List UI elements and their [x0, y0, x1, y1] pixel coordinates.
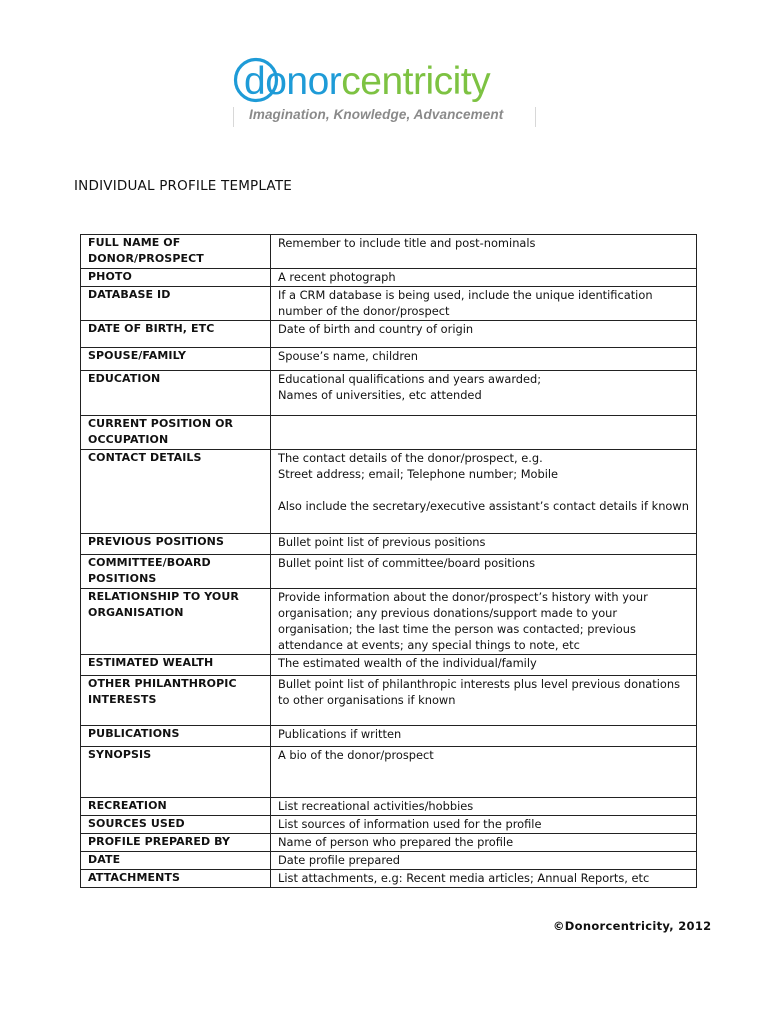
table-row-spouse-family [81, 348, 697, 371]
field-label: PHOTO [81, 269, 271, 287]
field-description: The estimated wealth of the individual/family [271, 655, 697, 676]
logo-wordmark [233, 56, 536, 106]
logo-wordmark-text [244, 60, 491, 103]
field-description: If a CRM database is being used, include the unique identification number of the donor/prospect [271, 287, 697, 321]
table-row-database-id [81, 287, 697, 321]
field-label: PROFILE PREPARED BY [81, 834, 271, 852]
table-row-other-philanthropic-interests [81, 676, 697, 726]
field-description: A recent photograph [271, 269, 697, 287]
field-label: ATTACHMENTS [81, 870, 271, 888]
field-description: Remember to include title and post-nominals [271, 235, 697, 269]
field-description: Name of person who prepared the profile [271, 834, 697, 852]
field-label: RELATIONSHIP TO YOUR ORGANISATION [81, 589, 271, 655]
field-label: COMMITTEE/BOARD POSITIONS [81, 555, 271, 589]
field-description: Provide information about the donor/prospect’s history with your organisation; any previous donations/support made to your organisation; the last time the person was contacted; previous attendance at events; any special things to note, etc [271, 589, 697, 655]
logo-tagline: Imagination, Knowledge, Advancement [249, 107, 504, 122]
table-row-publications [81, 726, 697, 747]
field-label: PUBLICATIONS [81, 726, 271, 747]
field-label: SYNOPSIS [81, 747, 271, 798]
field-label: SPOUSE/FAMILY [81, 348, 271, 371]
field-description [271, 416, 697, 450]
field-label: FULL NAME OF DONOR/PROSPECT [81, 235, 271, 269]
field-description: Bullet point list of previous positions [271, 534, 697, 555]
document-title: INDIVIDUAL PROFILE TEMPLATE [74, 178, 292, 194]
logo-divider-right [535, 107, 536, 127]
table-row-estimated-wealth [81, 655, 697, 676]
field-description: Publications if written [271, 726, 697, 747]
table-row-synopsis [81, 747, 697, 798]
field-description: Bullet point list of philanthropic interests plus level previous donations to other organisations if known [271, 676, 697, 726]
table-row-current-position-or-occupation [81, 416, 697, 450]
logo-brand-part1: donor [244, 60, 342, 103]
copyright-notice: ©Donorcentricity, 2012 [553, 919, 712, 933]
field-description: List attachments, e.g: Recent media articles; Annual Reports, etc [271, 870, 697, 888]
table-row-photo [81, 269, 697, 287]
table-row-contact-details [81, 450, 697, 534]
table-row-profile-prepared-by [81, 834, 697, 852]
profile-table-body [81, 235, 697, 888]
table-row-date [81, 852, 697, 870]
logo-brand-part2: centricity [341, 60, 491, 103]
donorcentricity-logo [233, 56, 536, 126]
field-label: DATE OF BIRTH, ETC [81, 321, 271, 348]
field-label: PREVIOUS POSITIONS [81, 534, 271, 555]
table-row-previous-positions [81, 534, 697, 555]
field-label: DATABASE ID [81, 287, 271, 321]
field-description: Date profile prepared [271, 852, 697, 870]
field-description: A bio of the donor/prospect [271, 747, 697, 798]
field-label: SOURCES USED [81, 816, 271, 834]
field-description: List sources of information used for the profile [271, 816, 697, 834]
profile-table [80, 234, 697, 888]
field-description: Spouse’s name, children [271, 348, 697, 371]
field-description: Educational qualifications and years awarded; Names of universities, etc attended [271, 371, 697, 416]
table-row-education [81, 371, 697, 416]
table-row-sources-used [81, 816, 697, 834]
table-row-recreation [81, 798, 697, 816]
field-label: EDUCATION [81, 371, 271, 416]
field-description: List recreational activities/hobbies [271, 798, 697, 816]
logo-divider-left [233, 107, 234, 127]
table-row-attachments [81, 870, 697, 888]
field-description: Date of birth and country of origin [271, 321, 697, 348]
field-description: Bullet point list of committee/board positions [271, 555, 697, 589]
field-label: DATE [81, 852, 271, 870]
field-label: RECREATION [81, 798, 271, 816]
field-label: OTHER PHILANTHROPIC INTERESTS [81, 676, 271, 726]
field-label: ESTIMATED WEALTH [81, 655, 271, 676]
table-row-relationship-to-your-organisation [81, 589, 697, 655]
field-label: CURRENT POSITION OR OCCUPATION [81, 416, 271, 450]
table-row-date-of-birth-etc [81, 321, 697, 348]
table-row-full-name-of-donor-prospect [81, 235, 697, 269]
field-description: The contact details of the donor/prospect, e.g. Street address; email; Telephone number; Mobile Also include the secretary/executive assistant’s contact details if known [271, 450, 697, 534]
table-row-committee-board-positions [81, 555, 697, 589]
field-label: CONTACT DETAILS [81, 450, 271, 534]
